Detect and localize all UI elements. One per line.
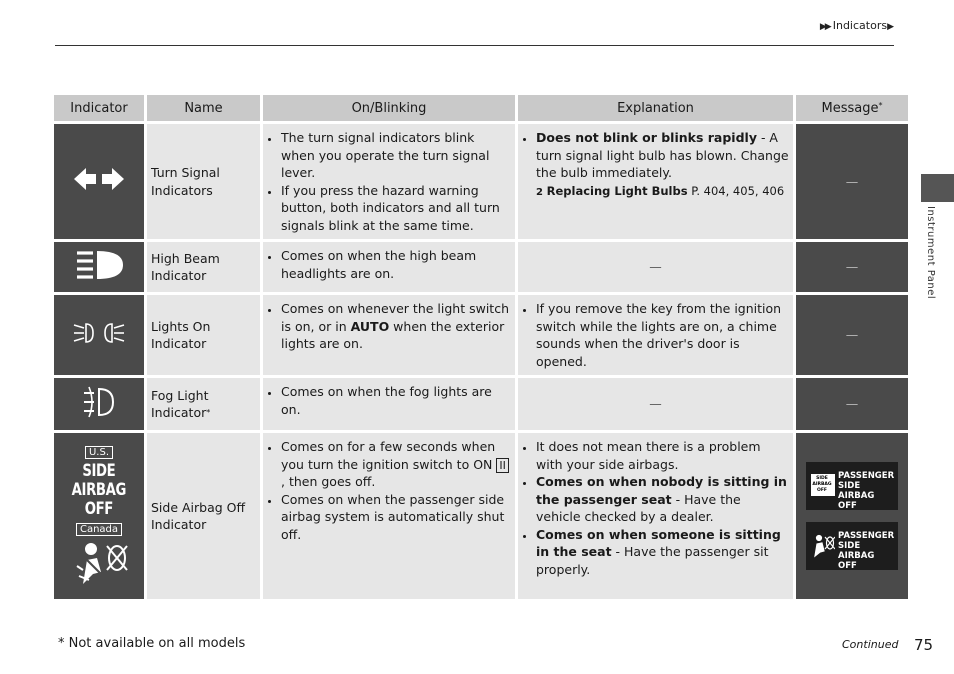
list-item: • Comes on when the high beam headlights are on. — [281, 247, 511, 282]
side-airbag-off-icons — [54, 446, 144, 586]
text: , then goes off. — [281, 474, 376, 489]
sab-line-3: OFF — [84, 499, 114, 519]
list-item: • If you remove the key from the ignition switch while the lights are on, a chime sounds when the driver's door is opened. — [536, 300, 789, 370]
header-message — [796, 95, 908, 121]
breadcrumb-end-arrow: ▶ — [887, 22, 894, 32]
row-name-text: Fog Light Indicator — [151, 387, 209, 420]
row-explanation: — — [518, 242, 793, 292]
header-message-label: Message — [821, 100, 879, 116]
text: Comes on for a few seconds when you turn the ignition switch to ON — [281, 439, 497, 472]
message-display-2 — [806, 522, 898, 570]
ignition-position-key: II — [496, 458, 509, 473]
list-item: • Comes on when the fog lights are on. — [281, 383, 511, 418]
passenger-airbag-off-icon — [69, 540, 129, 586]
reference-pages: P. 404, 405, 406 — [687, 183, 785, 198]
message-text — [838, 471, 898, 511]
header-name: Name — [147, 95, 260, 121]
text: - Have the vehicle checked by a dealer. — [536, 491, 741, 524]
row-name — [147, 378, 260, 430]
bold-text: AUTO — [350, 318, 390, 334]
high-beam-icon — [73, 248, 125, 282]
message-line: OFF — [838, 561, 857, 571]
row-on-blinking — [263, 124, 515, 239]
indicator-table — [51, 92, 911, 602]
list-item: • The turn signal indicators blink when you operate the turn signal lever. — [281, 129, 511, 182]
message-text — [838, 531, 898, 571]
list-item: • Comes on when the passenger side airbag system is automatically shut off. — [281, 491, 511, 544]
lights-on-icon — [72, 320, 126, 346]
message-line: PASSENGER — [838, 471, 895, 481]
row-name: Side Airbag Off Indicator — [147, 433, 260, 599]
header-explanation: Explanation — [518, 95, 793, 121]
header-indicator: Indicator — [54, 95, 144, 121]
message-line: PASSENGER — [838, 531, 895, 541]
reference-arrow-icon: 2 — [536, 186, 543, 198]
bold-text: Comes on when someone is sitting in the seat — [536, 526, 781, 559]
fog-light-icon — [81, 384, 117, 420]
breadcrumb-arrows: ▶▶ — [819, 22, 830, 32]
list-item — [281, 438, 511, 491]
message-line: OFF — [838, 501, 857, 511]
list-item — [536, 129, 789, 182]
row-on-blinking — [263, 433, 515, 599]
cross-reference-link[interactable] — [522, 183, 789, 201]
list-item: • If you press the hazard warning button, both indicators and all turn signals blink at the same time. — [281, 182, 511, 235]
section-tab[interactable] — [921, 174, 954, 202]
page-number: 75 — [914, 636, 934, 654]
table-header-row — [54, 95, 908, 121]
bold-text: Comes on when nobody is sitting in the passenger seat — [536, 474, 787, 507]
sab-line-2: AIRBAG — [71, 480, 127, 500]
side-airbag-off-indicator-icon-cell — [54, 433, 144, 599]
sab-line-1: SIDE — [82, 461, 116, 481]
footnote: * Not available on all models — [58, 636, 246, 651]
section-label: Instrument Panel — [925, 206, 936, 300]
mini-icon-text: SIDE AIRBAG OFF — [812, 476, 832, 493]
header-on-blinking: On/Blinking — [263, 95, 515, 121]
table-row — [54, 124, 908, 239]
list-item — [281, 300, 511, 353]
row-name: High Beam Indicator — [147, 242, 260, 292]
breadcrumb-label[interactable]: Indicators — [832, 19, 888, 32]
side-airbag-off-text-icon — [72, 462, 126, 519]
continued-label: Continued — [842, 638, 899, 651]
footnote-mark: * — [206, 408, 211, 417]
row-on-blinking — [263, 295, 515, 375]
row-name: Turn Signal Indicators — [147, 124, 260, 239]
list-item: • It does not mean there is a problem with your side airbags. — [536, 438, 789, 473]
fog-light-indicator-icon-cell — [54, 378, 144, 430]
row-explanation — [518, 433, 793, 599]
turn-signal-arrows-icon — [73, 166, 125, 192]
turn-signal-indicator-icon-cell — [54, 124, 144, 239]
message-line: SIDE AIRBAG — [838, 481, 875, 501]
reference-title[interactable]: Replacing Light Bulbs — [546, 183, 688, 198]
header-rule — [55, 45, 894, 46]
row-on-blinking — [263, 242, 515, 292]
canada-label: Canada — [76, 523, 122, 536]
row-explanation: — — [518, 378, 793, 430]
row-message: — — [796, 242, 908, 292]
row-on-blinking — [263, 378, 515, 430]
text: Comes on whenever the light switch is on, or in — [281, 301, 509, 334]
row-message: — — [796, 295, 908, 375]
table-row — [54, 295, 908, 375]
passenger-airbag-off-mini-icon — [811, 534, 835, 558]
lights-on-indicator-icon-cell — [54, 295, 144, 375]
row-message: — — [796, 124, 908, 239]
table-row — [54, 433, 908, 599]
breadcrumb[interactable] — [820, 19, 894, 32]
row-explanation — [518, 124, 793, 239]
row-message — [796, 433, 908, 599]
message-line: SIDE AIRBAG — [838, 541, 875, 561]
bold-text: Does not blink or blinks rapidly — [536, 130, 757, 145]
text: when the exterior lights are on. — [281, 318, 505, 351]
list-item — [536, 526, 789, 579]
footnote-mark: * — [878, 100, 883, 110]
table-row — [54, 378, 908, 430]
row-explanation — [518, 295, 793, 375]
text: - Have the passenger sit properly. — [536, 544, 769, 577]
table-row — [54, 242, 908, 292]
list-item — [536, 473, 789, 526]
row-message: — — [796, 378, 908, 430]
text: - A turn signal light bulb has blown. Change the bulb immediately. — [536, 130, 789, 180]
row-name: Lights On Indicator — [147, 295, 260, 375]
high-beam-indicator-icon-cell — [54, 242, 144, 292]
message-display-1 — [806, 462, 898, 510]
us-label: U.S. — [85, 446, 113, 459]
